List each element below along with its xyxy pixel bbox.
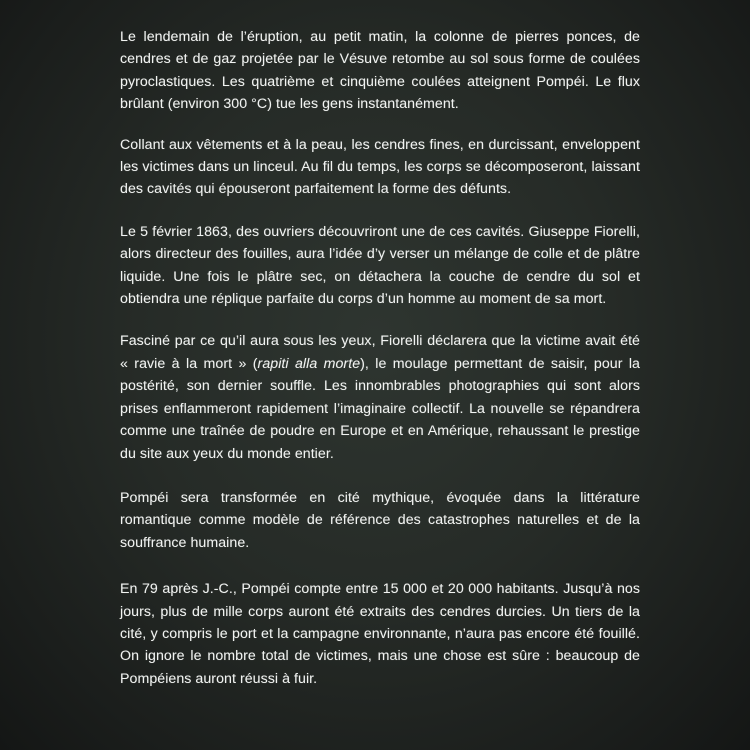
paragraph-mythic-city: Pompéi sera transformée en cité mythique, évoquée dans la littérature romantique comme modèle de référence des catastrophes naturelles et de la souffrance humaine. [120, 489, 640, 551]
paragraph-population: En 79 après J.-C., Pompéi compte entre 15 000 et 20 000 habitants. Jusqu’à nos jours, plus de mille corps auront été extraits des cendres durcies. Un tiers de la cité, y compris le port et la campagne environnante, n’aura pas encore été fouillé. On ignore le nombre total de victimes, mais une chose est sûre : beaucoup de Pompéiens auront réussi à fuir. [120, 581, 640, 687]
paragraph-fiorelli-quote-before: Fasciné par ce qu’il aura sous les yeux, Fiorelli déclarera que la victime avait été « ravie à la mort » ( [120, 333, 640, 372]
paragraph-fiorelli-quote [120, 330, 640, 464]
paragraph-ash-shroud: Collant aux vêtements et à la peau, les cendres fines, en durcissant, enveloppent les victimes dans un linceul. Au fil du temps, les corps se décomposeront, laissant des cavités qui épouseront parfaitement la forme des défunts. [120, 136, 640, 198]
paragraph-fiorelli-quote-italic: rapiti alla morte [257, 355, 361, 372]
paragraph-fiorelli-discovery: Le 5 février 1863, des ouvriers découvriront une de ces cavités. Giuseppe Fiorelli, alors directeur des fouilles, aura l’idée d’y verser un mélange de colle et de plâtre liquide. Une fois le plâtre sec, on détachera la couche de cendre du sol et obtiendra une réplique parfaite du corps d’un homme au moment de sa mort. [120, 223, 640, 308]
text-block [120, 26, 640, 690]
paragraph-fiorelli-quote-after: ), le moulage permettant de saisir, pour la postérité, son dernier souffle. Les innombrables photographies qui sont alors prises enflammeront rapidement l’imaginaire collectif. La nouvelle se répandrera comme une traînée de poudre en Europe et en Amérique, rehaussant le prestige du site aux yeux du monde entier. [120, 355, 640, 462]
paragraph-eruption-morning: Le lendemain de l’éruption, au petit matin, la colonne de pierres ponces, de cendres et de gaz projetée par le Vésuve retombe au sol sous forme de coulées pyroclastiques. Les quatrième et cinquième coulées atteignent Pompéi. Le flux brûlant (environ 300 °C) tue les gens instantanément. [120, 29, 640, 113]
